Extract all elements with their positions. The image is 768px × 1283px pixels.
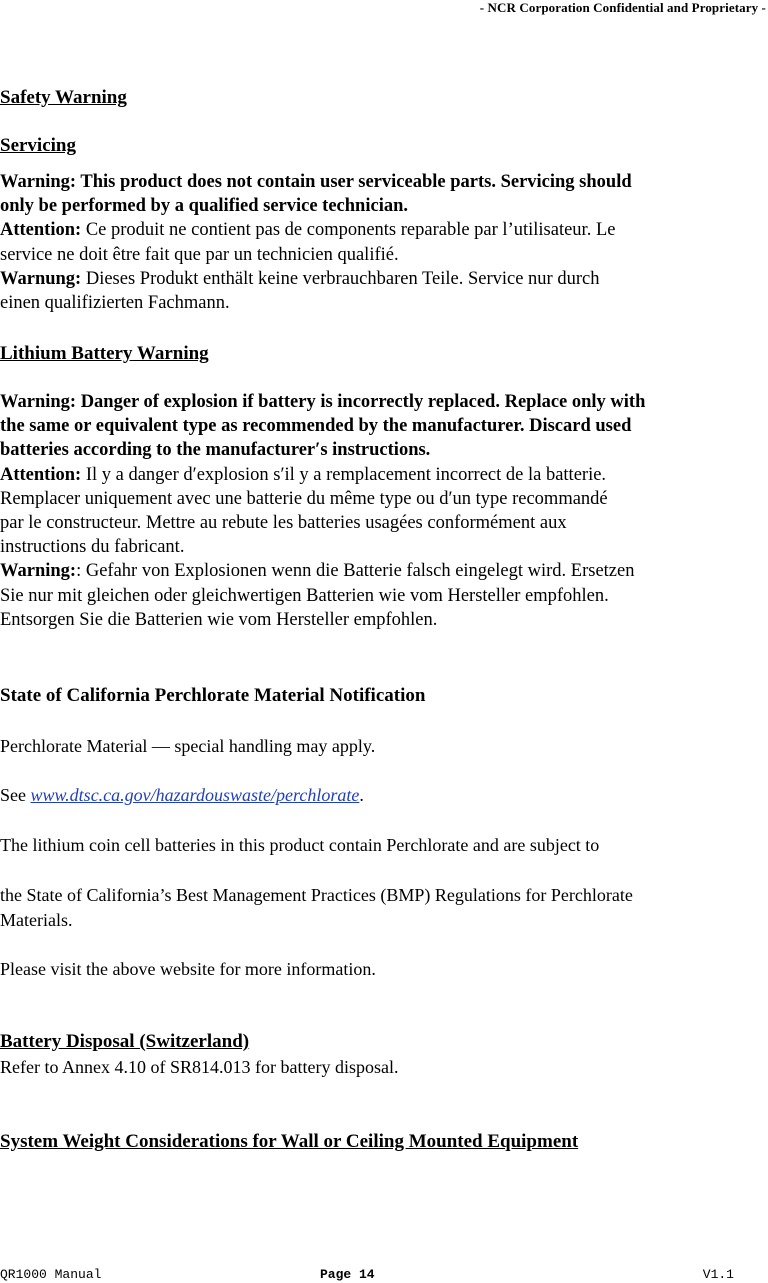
- footer-page-number: Page 14: [320, 1267, 375, 1282]
- attention-text: instructions du fabricant.: [0, 537, 185, 558]
- battery-disposal-text: Refer to Annex 4.10 of SR814.013 for battery disposal.: [0, 1057, 399, 1077]
- servicing-warnung-line: [0, 267, 632, 291]
- lithium-warning-line: the same or equivalent type as recommended by the manufacturer. Discard used: [0, 416, 632, 437]
- attention-text: Remplacer uniquement avec une batterie du même type ou d′un type recommandé: [0, 488, 608, 509]
- german-warning-text: Sie nur mit gleichen oder gleichwertigen Batterien wie vom Hersteller empfohlen.: [0, 585, 609, 606]
- lithium-battery-heading: Lithium Battery Warning: [0, 343, 209, 364]
- attention-label: Attention:: [0, 464, 82, 485]
- lithium-attention-line: [0, 463, 645, 487]
- footer-manual: QR1000 Manual: [0, 1267, 102, 1282]
- lithium-german-line: [0, 559, 645, 583]
- perchlorate-line: Materials.: [0, 910, 73, 930]
- lithium-warning-block: [0, 390, 645, 632]
- german-warning-text: Entsorgen Sie die Batterien wie vom Hersteller empfohlen.: [0, 609, 438, 630]
- perchlorate-see-line: [0, 783, 364, 807]
- german-warning-text: : Gefahr von Explosionen wenn die Batterie falsch eingelegt wird. Ersetzen: [76, 561, 635, 582]
- servicing-heading: Servicing: [0, 135, 76, 156]
- see-prefix: See: [0, 785, 31, 805]
- perchlorate-line: The lithium coin cell batteries in this product contain Perchlorate and are subject to: [0, 835, 600, 855]
- warnung-text: einen qualifizierten Fachmann.: [0, 293, 230, 314]
- battery-disposal-heading: Battery Disposal (Switzerland): [0, 1031, 250, 1052]
- system-weight-heading: System Weight Considerations for Wall or Ceiling Mounted Equipment: [0, 1131, 579, 1152]
- see-suffix: .: [359, 785, 364, 805]
- servicing-warning-block: [0, 170, 632, 315]
- confidential-header: - NCR Corporation Confidential and Proprietary -: [479, 0, 766, 15]
- attention-text: par le constructeur. Mettre au rebute les batteries usagées conformément aux: [0, 513, 567, 534]
- footer-version: V1.1: [702, 1267, 734, 1282]
- servicing-attention-line: [0, 218, 632, 242]
- perchlorate-link[interactable]: www.dtsc.ca.gov/hazardouswaste/perchlorate: [30, 785, 360, 805]
- lithium-warning-line: batteries according to the manufacturer′s instructions.: [0, 440, 431, 461]
- perchlorate-line: Perchlorate Material — special handling may apply.: [0, 736, 376, 756]
- warning-label: Warning:: [0, 561, 77, 582]
- attention-text: service ne doit être fait que par un technicien qualifié.: [0, 244, 399, 265]
- lithium-warning-line: Warning: Danger of explosion if battery is incorrectly replaced. Replace only with: [0, 392, 646, 412]
- servicing-warning-line: Warning: This product does not contain user serviceable parts. Servicing should: [0, 172, 632, 192]
- warnung-label: Warnung:: [0, 268, 82, 289]
- perchlorate-line: the State of California’s Best Management Practices (BMP) Regulations for Perchlorate: [0, 885, 633, 905]
- perchlorate-line: Please visit the above website for more information.: [0, 959, 376, 979]
- attention-label: Attention:: [0, 220, 82, 241]
- attention-text: Il y a danger d′explosion s′il y a remplacement incorrect de la batterie.: [81, 464, 607, 485]
- safety-warning-heading: Safety Warning: [0, 87, 127, 108]
- servicing-warning-line: only be performed by a qualified service technician.: [0, 196, 408, 217]
- warnung-text: Dieses Produkt enthält keine verbrauchbaren Teile. Service nur durch: [81, 268, 600, 289]
- perchlorate-heading: State of California Perchlorate Material Notification: [0, 685, 426, 706]
- attention-text: Ce produit ne contient pas de components reparable par l’utilisateur. Le: [81, 220, 616, 241]
